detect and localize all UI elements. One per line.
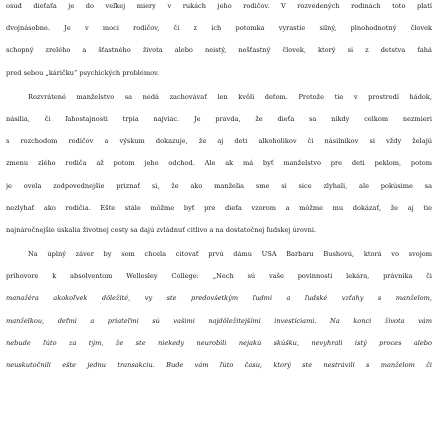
text-line: s rozchodom rodičov a výskum dokazuje, že aj deti alkoholikov či násilníkov si vždy želajú bbox=[6, 137, 432, 146]
paragraph-3 bbox=[6, 250, 432, 369]
text-line: príhovore k absolventom Wellesley College: „Nech sú vaše povinnosti lekára, právnika či bbox=[6, 272, 432, 281]
paragraph-1 bbox=[6, 2, 432, 77]
quote-line: manažéra akokoľvek dôležité, vy ste predovšetkým ľudmi a ľudské vzťahy s manželom, bbox=[6, 294, 432, 303]
text-line: najnáročnejšie úskalia životnej cesty sa dajú zvládnuť citlivo a na dostatočnej ľudskej úrovni. bbox=[6, 225, 317, 234]
text-line: Rozvrátené manželstvo sa nedá zachovávať len kvôli deťom. Pretože tie v prostredí hádok, bbox=[28, 92, 432, 101]
quote-line: nebude ľúto za tým, že ste niekedy neurobili nejakú skúšku, nevyhrali istý proces alebo bbox=[6, 338, 432, 347]
text-line: nezlyhať ako rodičia. Ešte stále môžme byť pre dieťa vzorom a môžme mu dokázať, že aj tie bbox=[6, 203, 432, 212]
quote-line: neuskutočnili ešte jednu transakciu. Bude vám ľúto času, ktorý ste nestrávili s manželom či bbox=[6, 361, 432, 369]
text-line: dvojnásobne. Je v moci rodičov, či z ich potomka vyrastie silný, plnohodnotný človek bbox=[6, 24, 432, 33]
text-line: násilia, či ľahostajnosti trpia najviac. Je pravda, že dieťa sa nikdy celkom nezmieri bbox=[6, 114, 432, 123]
text-line: schopný zrelého a šťastného života alebo neistý, nešťastný človek, ktorý si z detstva ťahá bbox=[6, 46, 432, 55]
text-line: je ovela zodpovednejšie priznať si, že ako manželia sme si sice zlyhali, ale pokúsime sa bbox=[6, 181, 432, 190]
paragraph-2 bbox=[6, 93, 432, 234]
text-line: osud dieťaťa je do veľkej miery v rukách jeho rodičov. V rozvedených rodinách toto platí bbox=[6, 2, 432, 10]
quote-line: manželkou, deťmi a priateľmi sú vašimi najdôležitejšími investíciami. Na konci života vám bbox=[6, 316, 432, 325]
text-line: Na úplný záver by som chcela citovať prvú dámu USA Barbaru Bushovú, ktorá vo svojom bbox=[28, 250, 432, 259]
text-line: pred sebou „káričku“ psychických problémov. bbox=[6, 68, 160, 77]
text-line: zmenu zlého rodiča až potom jeho odchod. Ale ak má byť manželstvo pre deti peklom, potom bbox=[6, 159, 432, 168]
